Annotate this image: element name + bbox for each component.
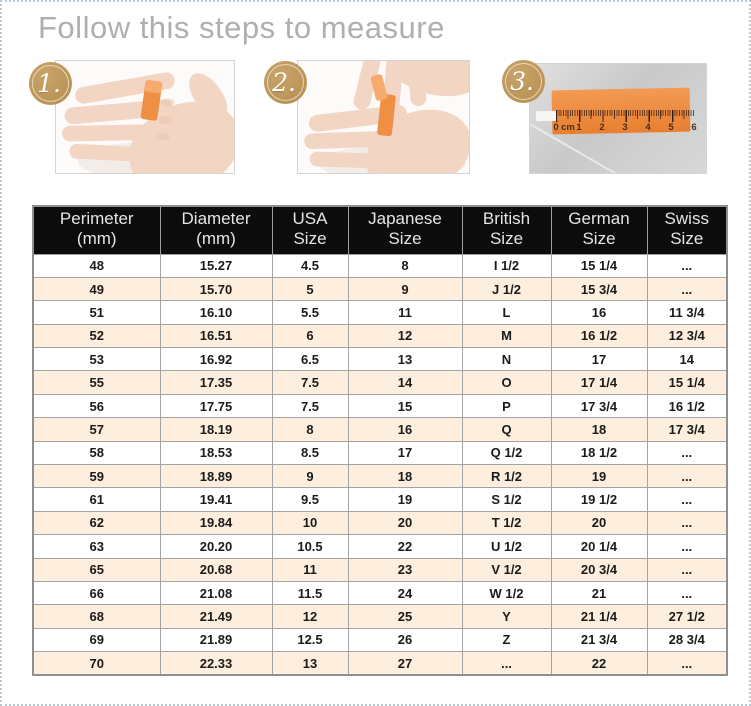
- column-header: USA Size: [272, 206, 348, 254]
- table-cell: 24: [348, 581, 462, 604]
- table-cell: 56: [33, 394, 160, 417]
- table-cell: 27: [348, 652, 462, 675]
- table-row: [33, 394, 727, 417]
- table-cell: I 1/2: [462, 254, 551, 277]
- ruler-number: 6: [691, 122, 697, 133]
- table-cell: 5.5: [272, 301, 348, 324]
- table-cell: 12 3/4: [647, 324, 727, 347]
- table-cell: P: [462, 394, 551, 417]
- table-cell: 26: [348, 628, 462, 651]
- column-header: Japanese Size: [348, 206, 462, 254]
- table-cell: 15.70: [160, 277, 272, 300]
- table-cell: 49: [33, 277, 160, 300]
- table-cell: 59: [33, 465, 160, 488]
- column-header: British Size: [462, 206, 551, 254]
- table-cell: 20.68: [160, 558, 272, 581]
- step-1-badge: [29, 62, 72, 105]
- table-cell: 18: [348, 465, 462, 488]
- table-row: [33, 441, 727, 464]
- table-cell: 19.41: [160, 488, 272, 511]
- table-cell: 11.5: [272, 581, 348, 604]
- table-cell: 8: [348, 254, 462, 277]
- table-cell: M: [462, 324, 551, 347]
- step-1-photo: [55, 60, 235, 174]
- table-cell: 17: [348, 441, 462, 464]
- table-row: [33, 558, 727, 581]
- table-cell: 11 3/4: [647, 301, 727, 324]
- table-cell: 66: [33, 581, 160, 604]
- table-cell: 17.35: [160, 371, 272, 394]
- table-cell: 25: [348, 605, 462, 628]
- table-cell: Q 1/2: [462, 441, 551, 464]
- column-header: German Size: [551, 206, 647, 254]
- table-cell: 11: [348, 301, 462, 324]
- table-cell: 15.27: [160, 254, 272, 277]
- table-cell: 57: [33, 418, 160, 441]
- step-2-number: 2.: [272, 68, 296, 97]
- table-cell: R 1/2: [462, 465, 551, 488]
- table-cell: 9: [272, 465, 348, 488]
- table-cell: ...: [647, 511, 727, 534]
- table-cell: W 1/2: [462, 581, 551, 604]
- step-1-number: 1.: [37, 69, 61, 98]
- ring-size-table: [32, 205, 728, 676]
- table-cell: T 1/2: [462, 511, 551, 534]
- table-cell: 51: [33, 301, 160, 324]
- ruler-number: 1: [576, 122, 582, 133]
- table-cell: ...: [647, 581, 727, 604]
- table-cell: 19: [551, 465, 647, 488]
- ruler-number: cm: [561, 122, 575, 133]
- table-cell: 14: [348, 371, 462, 394]
- table-cell: 8.5: [272, 441, 348, 464]
- table-cell: 15: [348, 394, 462, 417]
- table-cell: ...: [462, 652, 551, 675]
- table-row: [33, 535, 727, 558]
- ruler-number: 2: [599, 122, 605, 133]
- table-cell: 20 1/4: [551, 535, 647, 558]
- table-cell: 69: [33, 628, 160, 651]
- table-cell: ...: [647, 558, 727, 581]
- size-table-body: [33, 254, 727, 675]
- table-cell: 15 1/4: [647, 371, 727, 394]
- table-cell: ...: [647, 535, 727, 558]
- table-cell: ...: [647, 465, 727, 488]
- table-cell: 19: [348, 488, 462, 511]
- table-row: [33, 605, 727, 628]
- table-cell: 15 1/4: [551, 254, 647, 277]
- table-cell: Q: [462, 418, 551, 441]
- table-cell: O: [462, 371, 551, 394]
- table-cell: 20 3/4: [551, 558, 647, 581]
- table-cell: 10.5: [272, 535, 348, 558]
- table-cell: ...: [647, 652, 727, 675]
- table-row: [33, 301, 727, 324]
- table-cell: 52: [33, 324, 160, 347]
- table-cell: 19 1/2: [551, 488, 647, 511]
- table-cell: 18.53: [160, 441, 272, 464]
- table-cell: 21.49: [160, 605, 272, 628]
- table-cell: 22.33: [160, 652, 272, 675]
- step-2-photo: [297, 60, 470, 174]
- table-cell: 20: [551, 511, 647, 534]
- table-cell: S 1/2: [462, 488, 551, 511]
- table-cell: 15 3/4: [551, 277, 647, 300]
- table-cell: 21: [551, 581, 647, 604]
- table-cell: 16.92: [160, 348, 272, 371]
- table-cell: 4.5: [272, 254, 348, 277]
- table-cell: 68: [33, 605, 160, 628]
- table-cell: 16: [348, 418, 462, 441]
- table-row: [33, 581, 727, 604]
- table-cell: 6: [272, 324, 348, 347]
- table-cell: 16: [551, 301, 647, 324]
- table-cell: V 1/2: [462, 558, 551, 581]
- table-cell: 22: [348, 535, 462, 558]
- table-cell: 16.10: [160, 301, 272, 324]
- table-cell: 6.5: [272, 348, 348, 371]
- table-cell: Z: [462, 628, 551, 651]
- table-row: [33, 277, 727, 300]
- table-cell: L: [462, 301, 551, 324]
- table-cell: ...: [647, 441, 727, 464]
- column-header: Perimeter (mm): [33, 206, 160, 254]
- size-table-header-row: [33, 206, 727, 254]
- table-cell: 23: [348, 558, 462, 581]
- table-cell: 12.5: [272, 628, 348, 651]
- table-cell: 20: [348, 511, 462, 534]
- table-cell: Y: [462, 605, 551, 628]
- table-row: [33, 324, 727, 347]
- table-cell: 27 1/2: [647, 605, 727, 628]
- hand-with-strip-illustration: [56, 61, 234, 173]
- table-cell: 18 1/2: [551, 441, 647, 464]
- ruler-cm-ticks: [556, 110, 695, 122]
- table-cell: 70: [33, 652, 160, 675]
- table-cell: 20.20: [160, 535, 272, 558]
- table-row: [33, 418, 727, 441]
- step-3-badge: [502, 60, 545, 103]
- table-cell: 17.75: [160, 394, 272, 417]
- step-3-number: 3.: [510, 67, 534, 96]
- table-cell: 16 1/2: [551, 324, 647, 347]
- table-row: [33, 628, 727, 651]
- table-cell: ...: [647, 254, 727, 277]
- table-cell: 9.5: [272, 488, 348, 511]
- table-cell: ...: [647, 488, 727, 511]
- table-cell: 7.5: [272, 394, 348, 417]
- table-cell: 62: [33, 511, 160, 534]
- column-header: Diameter (mm): [160, 206, 272, 254]
- table-cell: 18.89: [160, 465, 272, 488]
- table-cell: 22: [551, 652, 647, 675]
- table-cell: 12: [348, 324, 462, 347]
- table-cell: 17 3/4: [551, 394, 647, 417]
- column-header: Swiss Size: [647, 206, 727, 254]
- table-cell: 16.51: [160, 324, 272, 347]
- table-cell: U 1/2: [462, 535, 551, 558]
- ruler-number: 3: [622, 122, 628, 133]
- table-cell: 17: [551, 348, 647, 371]
- ruler-number: 4: [645, 122, 651, 133]
- ruler-left-end: [536, 111, 558, 121]
- ruler-number: 0: [553, 122, 559, 133]
- table-cell: 17 3/4: [647, 418, 727, 441]
- table-cell: 12: [272, 605, 348, 628]
- step-3-photo: [529, 63, 707, 174]
- table-cell: 28 3/4: [647, 628, 727, 651]
- table-cell: 18.19: [160, 418, 272, 441]
- table-row: [33, 254, 727, 277]
- table-cell: 13: [348, 348, 462, 371]
- table-cell: ...: [647, 277, 727, 300]
- table-row: [33, 652, 727, 675]
- table-cell: 21.08: [160, 581, 272, 604]
- table-cell: 14: [647, 348, 727, 371]
- table-cell: 61: [33, 488, 160, 511]
- ruler-number: 5: [668, 122, 674, 133]
- table-cell: 63: [33, 535, 160, 558]
- table-cell: 17 1/4: [551, 371, 647, 394]
- table-cell: 7.5: [272, 371, 348, 394]
- step-2-badge: [264, 61, 307, 104]
- table-cell: 58: [33, 441, 160, 464]
- table-cell: 16 1/2: [647, 394, 727, 417]
- table-cell: 21 1/4: [551, 605, 647, 628]
- table-row: [33, 465, 727, 488]
- table-cell: 48: [33, 254, 160, 277]
- table-cell: 11: [272, 558, 348, 581]
- table-row: [33, 348, 727, 371]
- table-cell: 53: [33, 348, 160, 371]
- table-cell: 18: [551, 418, 647, 441]
- table-cell: 55: [33, 371, 160, 394]
- table-cell: 8: [272, 418, 348, 441]
- table-cell: 10: [272, 511, 348, 534]
- table-cell: 19.84: [160, 511, 272, 534]
- table-row: [33, 511, 727, 534]
- table-cell: 13: [272, 652, 348, 675]
- table-cell: 5: [272, 277, 348, 300]
- table-cell: N: [462, 348, 551, 371]
- table-row: [33, 371, 727, 394]
- wrapping-strip-illustration: [298, 61, 469, 173]
- table-cell: J 1/2: [462, 277, 551, 300]
- table-cell: 65: [33, 558, 160, 581]
- page-title: Follow this steps to measure: [38, 10, 445, 45]
- ruler-labels: [530, 122, 706, 136]
- table-cell: 21 3/4: [551, 628, 647, 651]
- table-row: [33, 488, 727, 511]
- table-cell: 21.89: [160, 628, 272, 651]
- table-cell: 9: [348, 277, 462, 300]
